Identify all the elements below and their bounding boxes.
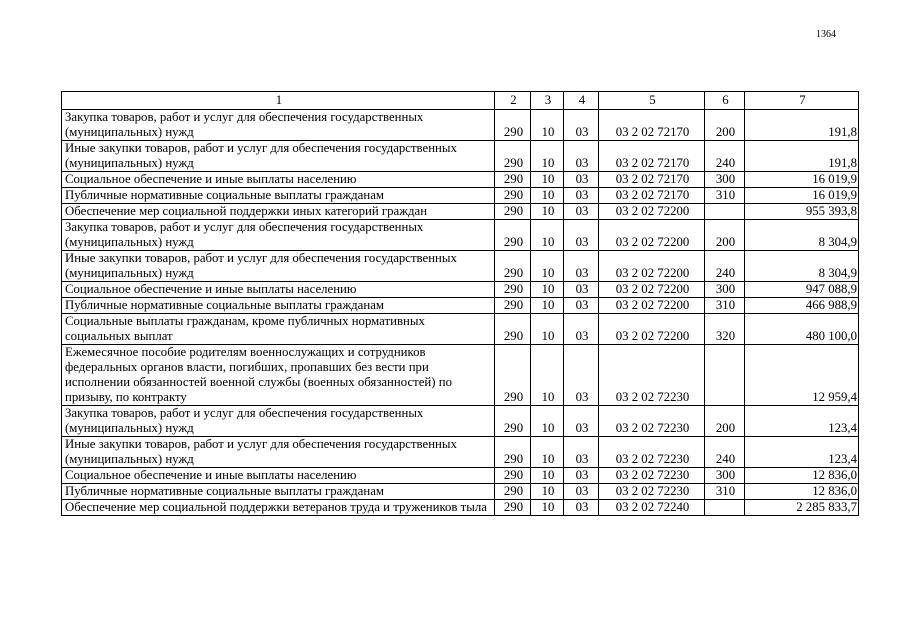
row-col4: 03 (564, 110, 599, 141)
row-col2: 290 (495, 406, 531, 437)
row-col3: 10 (531, 172, 564, 188)
row-col5: 03 2 02 72170 (599, 172, 705, 188)
row-col3: 10 (531, 220, 564, 251)
row-col2: 290 (495, 345, 531, 406)
row-col3: 10 (531, 406, 564, 437)
row-name: Иные закупки товаров, работ и услуг для обеспечения государственных (муниципальных) нужд (62, 251, 495, 282)
row-col5: 03 2 02 72200 (599, 251, 705, 282)
row-name: Закупка товаров, работ и услуг для обеспечения государственных (муниципальных) нужд (62, 406, 495, 437)
row-name: Социальное обеспечение и иные выплаты населению (62, 282, 495, 298)
table-row (62, 298, 859, 314)
row-col5: 03 2 02 72230 (599, 484, 705, 500)
row-name: Ежемесячное пособие родителям военнослужащих и сотрудников федеральных органов власти, погибших, пропавших без вести при исполнении обязанностей военной службы (военных обязанностей) по призыву, по контракту (62, 345, 495, 406)
row-col4: 03 (564, 298, 599, 314)
row-col6: 300 (705, 468, 745, 484)
row-col3: 10 (531, 282, 564, 298)
row-col6: 200 (705, 220, 745, 251)
row-col2: 290 (495, 204, 531, 220)
row-col6 (705, 204, 745, 220)
row-col4: 03 (564, 188, 599, 204)
table-row (62, 220, 859, 251)
row-name: Социальное обеспечение и иные выплаты населению (62, 468, 495, 484)
row-col4: 03 (564, 437, 599, 468)
row-col4: 03 (564, 220, 599, 251)
row-col2: 290 (495, 141, 531, 172)
row-name: Публичные нормативные социальные выплаты гражданам (62, 188, 495, 204)
table-row (62, 204, 859, 220)
row-name: Публичные нормативные социальные выплаты гражданам (62, 484, 495, 500)
row-col3: 10 (531, 345, 564, 406)
row-col4: 03 (564, 406, 599, 437)
row-name: Социальные выплаты гражданам, кроме публичных нормативных социальных выплат (62, 314, 495, 345)
table-row (62, 141, 859, 172)
row-amount: 123,4 (745, 437, 859, 468)
row-col4: 03 (564, 141, 599, 172)
row-amount: 16 019,9 (745, 172, 859, 188)
row-amount: 947 088,9 (745, 282, 859, 298)
row-name: Закупка товаров, работ и услуг для обеспечения государственных (муниципальных) нужд (62, 110, 495, 141)
header-cell: 5 (599, 92, 705, 110)
row-col4: 03 (564, 282, 599, 298)
row-col6: 310 (705, 188, 745, 204)
row-amount: 191,8 (745, 141, 859, 172)
row-col5: 03 2 02 72240 (599, 500, 705, 516)
header-cell: 2 (495, 92, 531, 110)
row-col5: 03 2 02 72230 (599, 437, 705, 468)
row-col4: 03 (564, 500, 599, 516)
row-col5: 03 2 02 72230 (599, 406, 705, 437)
table-row (62, 110, 859, 141)
header-cell: 4 (564, 92, 599, 110)
header-cell: 7 (745, 92, 859, 110)
row-col4: 03 (564, 314, 599, 345)
row-amount: 480 100,0 (745, 314, 859, 345)
row-name: Публичные нормативные социальные выплаты гражданам (62, 298, 495, 314)
row-col2: 290 (495, 188, 531, 204)
row-col6: 300 (705, 172, 745, 188)
row-col3: 10 (531, 188, 564, 204)
table-row (62, 500, 859, 516)
row-amount: 466 988,9 (745, 298, 859, 314)
row-col6: 200 (705, 406, 745, 437)
row-amount: 955 393,8 (745, 204, 859, 220)
header-cell: 1 (62, 92, 495, 110)
row-col2: 290 (495, 437, 531, 468)
row-col5: 03 2 02 72230 (599, 468, 705, 484)
row-col2: 290 (495, 298, 531, 314)
row-col6: 240 (705, 437, 745, 468)
row-name: Обеспечение мер социальной поддержки ветеранов труда и тружеников тыла (62, 500, 495, 516)
row-col3: 10 (531, 314, 564, 345)
row-col2: 290 (495, 484, 531, 500)
row-col3: 10 (531, 298, 564, 314)
row-col5: 03 2 02 72200 (599, 314, 705, 345)
row-amount: 12 836,0 (745, 468, 859, 484)
row-amount: 191,8 (745, 110, 859, 141)
row-col4: 03 (564, 172, 599, 188)
row-col6: 320 (705, 314, 745, 345)
row-amount: 8 304,9 (745, 251, 859, 282)
row-col6: 310 (705, 298, 745, 314)
row-col5: 03 2 02 72170 (599, 188, 705, 204)
table-row (62, 345, 859, 406)
row-name: Иные закупки товаров, работ и услуг для обеспечения государственных (муниципальных) нужд (62, 437, 495, 468)
table-row (62, 468, 859, 484)
row-amount: 123,4 (745, 406, 859, 437)
row-col3: 10 (531, 468, 564, 484)
row-col2: 290 (495, 468, 531, 484)
row-col6: 200 (705, 110, 745, 141)
row-col3: 10 (531, 437, 564, 468)
row-amount: 16 019,9 (745, 188, 859, 204)
row-col3: 10 (531, 141, 564, 172)
table-row (62, 282, 859, 298)
budget-table (61, 91, 859, 516)
row-amount: 12 959,4 (745, 345, 859, 406)
row-col2: 290 (495, 220, 531, 251)
row-col2: 290 (495, 314, 531, 345)
row-col4: 03 (564, 468, 599, 484)
table-header-row (62, 92, 859, 110)
row-col6: 240 (705, 141, 745, 172)
row-col5: 03 2 02 72200 (599, 298, 705, 314)
row-name: Социальное обеспечение и иные выплаты населению (62, 172, 495, 188)
table-row (62, 484, 859, 500)
row-col6: 300 (705, 282, 745, 298)
row-name: Закупка товаров, работ и услуг для обеспечения государственных (муниципальных) нужд (62, 220, 495, 251)
row-col2: 290 (495, 500, 531, 516)
header-cell: 3 (531, 92, 564, 110)
row-col4: 03 (564, 251, 599, 282)
table-row (62, 406, 859, 437)
row-col5: 03 2 02 72200 (599, 220, 705, 251)
row-col4: 03 (564, 484, 599, 500)
row-col4: 03 (564, 345, 599, 406)
table-row (62, 172, 859, 188)
row-amount: 12 836,0 (745, 484, 859, 500)
page-number: 1364 (816, 29, 836, 40)
row-col3: 10 (531, 484, 564, 500)
row-name: Обеспечение мер социальной поддержки иных категорий граждан (62, 204, 495, 220)
table-row (62, 314, 859, 345)
row-col6: 310 (705, 484, 745, 500)
row-col6: 240 (705, 251, 745, 282)
row-col5: 03 2 02 72170 (599, 110, 705, 141)
row-name: Иные закупки товаров, работ и услуг для обеспечения государственных (муниципальных) нужд (62, 141, 495, 172)
row-col5: 03 2 02 72200 (599, 282, 705, 298)
row-col4: 03 (564, 204, 599, 220)
row-col5: 03 2 02 72200 (599, 204, 705, 220)
row-col3: 10 (531, 110, 564, 141)
row-col3: 10 (531, 204, 564, 220)
header-cell: 6 (705, 92, 745, 110)
row-amount: 2 285 833,7 (745, 500, 859, 516)
row-col2: 290 (495, 282, 531, 298)
row-col2: 290 (495, 251, 531, 282)
row-col6 (705, 345, 745, 406)
row-col5: 03 2 02 72170 (599, 141, 705, 172)
row-col2: 290 (495, 110, 531, 141)
table-row (62, 437, 859, 468)
row-col2: 290 (495, 172, 531, 188)
row-col5: 03 2 02 72230 (599, 345, 705, 406)
row-amount: 8 304,9 (745, 220, 859, 251)
row-col6 (705, 500, 745, 516)
table-row (62, 251, 859, 282)
row-col3: 10 (531, 251, 564, 282)
table-row (62, 188, 859, 204)
row-col3: 10 (531, 500, 564, 516)
